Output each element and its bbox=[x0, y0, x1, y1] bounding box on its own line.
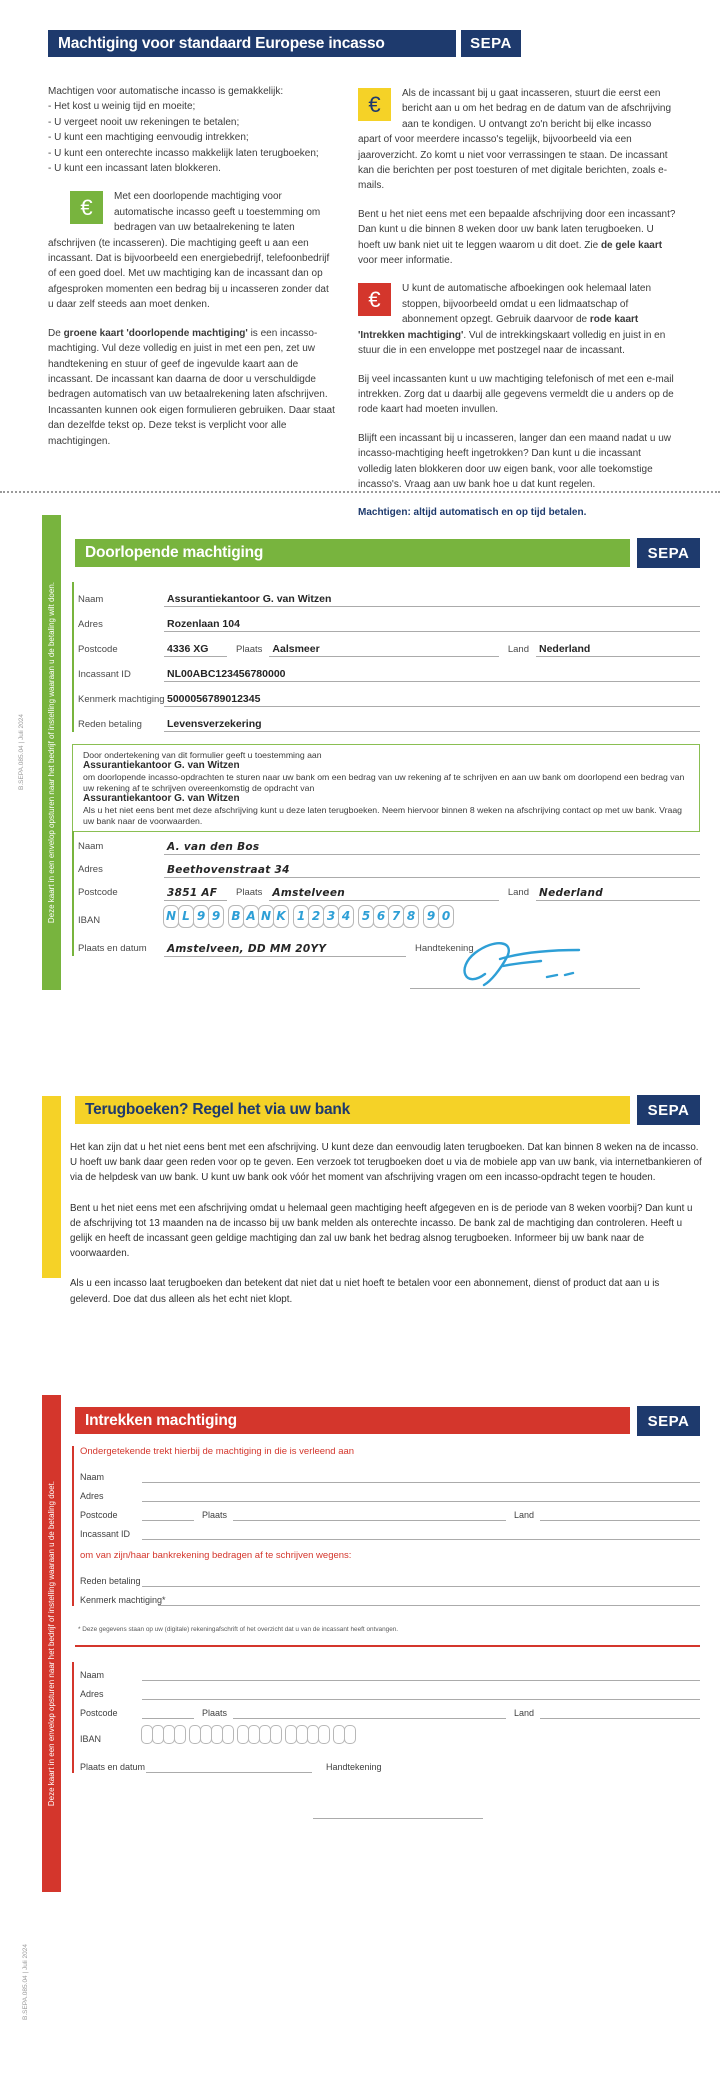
adres-field[interactable]: Rozenlaan 104 bbox=[164, 618, 700, 632]
intro-para-green-card: De bbox=[48, 327, 64, 339]
field-row-iban: IBAN N L 9 9 B A N K 1 2 3 4 5 6 7 8 9 0 bbox=[78, 900, 700, 932]
red-sidebar-strip bbox=[42, 1395, 61, 1892]
field-row-incassant-id: Incassant ID bbox=[80, 1521, 700, 1540]
yellow-paragraph: Het kan zijn dat u het niet eens bent met een afschrijving. U kunt deze dan eenvoudig laten terugboeken. Dat kan binnen 8 weken na de incasso. U hoeft uw bank daar geen reden voor op te geven. Een verzoek tot terugboeken doet u via de mobiele app van uw bank, via internetbankieren of via de helpdesk van uw bank. U kunt uw bank ook vóór het moment van afschrijving vragen om een incasso-opdracht tegen te houden. bbox=[70, 1142, 702, 1184]
field-row-postcode: Postcode Plaats Land bbox=[80, 1502, 700, 1521]
euro-icon: € bbox=[358, 283, 391, 316]
signature-line[interactable] bbox=[410, 988, 640, 989]
page-title: Machtiging voor standaard Europese incasso bbox=[58, 34, 385, 52]
intro-para-gele-kaart: Bent u het niet eens met een bepaalde afschrijving door een incassant? Dan kunt u die binnen 8 weken door uw bank laten terugboeken. U hoeft uw bank niet uit te leggen waarom u dit doet. Zie bbox=[358, 208, 676, 251]
field-row-iban: IBAN bbox=[80, 1719, 700, 1749]
creditor-name: Assurantiekantoor G. van Witzen bbox=[83, 760, 240, 772]
field-row-naam: Naam bbox=[80, 1464, 700, 1483]
field-row-incassant-id: Incassant ID NL00ABC123456780000 bbox=[78, 657, 700, 682]
naam-field[interactable]: A. van den Bos bbox=[164, 841, 700, 855]
sepa-logo: SEPA bbox=[637, 1406, 700, 1436]
green-creditor-block bbox=[72, 582, 700, 732]
postcode-field[interactable] bbox=[142, 1718, 194, 1719]
plaats-datum-field[interactable]: Amstelveen, DD MM 20YY bbox=[164, 943, 406, 957]
intro-closing: Machtigen: altijd automatisch en op tijd betalen. bbox=[358, 507, 587, 519]
field-row-postcode: Postcode 4336 XG Plaats Aalsmeer Land Nederland bbox=[78, 632, 700, 657]
red-debtor-block bbox=[72, 1662, 700, 1773]
plaats-field[interactable] bbox=[233, 1718, 506, 1719]
handtekening-label: Handtekening bbox=[415, 943, 474, 954]
red-sidebar-note: Deze kaart in een envelop opsturen naar het bedrijf of instelling waaraan u de betaling doet. bbox=[47, 1480, 56, 1807]
dotted-separator bbox=[0, 491, 720, 493]
iban-field[interactable] bbox=[142, 1725, 356, 1744]
land-field[interactable]: Nederland bbox=[536, 643, 700, 657]
land-field[interactable] bbox=[540, 1520, 700, 1521]
red-footnote: * Deze gegevens staan op uw (digitale) rekeningafschrift of het overzicht dat u van de incassant heeft ontvangen. bbox=[78, 1626, 399, 1633]
naam-field[interactable]: Assurantiekantoor G. van Witzen bbox=[164, 593, 700, 607]
kenmerk-field[interactable] bbox=[158, 1605, 700, 1606]
red-card-title: Intrekken machtiging bbox=[85, 1411, 237, 1429]
sepa-logo: SEPA bbox=[637, 538, 700, 568]
bullet-item: - U kunt een incassant laten blokkeren. bbox=[48, 163, 221, 175]
green-sidebar-strip bbox=[42, 515, 61, 990]
field-row-postcode: Postcode 3851 AF Plaats Amstelveen Land Nederland bbox=[78, 877, 700, 900]
field-row-kenmerk: Kenmerk machtiging 5000056789012345 bbox=[78, 682, 700, 707]
red-card-header-bar bbox=[75, 1407, 630, 1434]
land-field[interactable] bbox=[540, 1718, 700, 1719]
creditor-name: Assurantiekantoor G. van Witzen bbox=[83, 793, 240, 805]
red-creditor-block bbox=[72, 1446, 700, 1606]
postcode-field[interactable]: 3851 AF bbox=[164, 887, 227, 901]
field-row-naam: Naam A. van den Bos bbox=[78, 831, 700, 854]
field-row-naam: Naam Assurantiekantoor G. van Witzen bbox=[78, 582, 700, 607]
field-row-adres: Adres bbox=[80, 1681, 700, 1700]
intro-title-bar bbox=[48, 30, 456, 57]
bullet-item: - U kunt een machtiging eenvoudig intrekken; bbox=[48, 132, 249, 144]
bullet-item: - U vergeet nooit uw rekeningen te betalen; bbox=[48, 116, 240, 128]
adres-field[interactable] bbox=[142, 1501, 700, 1502]
field-row-reden: Reden betaling Levensverzekering bbox=[78, 707, 700, 732]
intro-left-column: Machtigen voor automatische incasso is gemakkelijk: - Het kost u weinig tijd en moeite; - U vergeet nooit uw rekeningen te betalen; - U kunt een machtiging eenvoudig intrekken; - U kunt een onterechte incasso makkelijk laten terugboeken; - U kunt een incassant laten blokkeren. € Met een doorlopende machtiging voor automatische incasso geeft u toestemming om bedragen van uw betaalrekening te laten afschrijven (te incasseren). Die machtiging geeft u aan een incassant. Dat is bijvoorbeeld een energiebedrijf, telefoonbedrijf of een goed doel. Met uw machtiging kan de incassant dan op afgesproken momenten een bedrag bij u incasseren zonder dat u daar zelf steeds aan moet denken. De groene kaart 'doorlopende machtiging' is een incasso-machtiging. Vul deze volledig en juist in met een pen, zet uw handtekening en stuur of geef de ingevulde kaart aan de incassant. De incassant kan daarna de door u verschuldigde bedragen automatisch van uw betaalrekening laten afschrijven. Incassanten kunnen ook eigen formulieren gebruiken. Daar staat dan dezelfde tekst op. Deze tekst is verplicht voor alle machtigingen. bbox=[48, 86, 335, 447]
green-sidebar-note: Deze kaart in een envelop opsturen naar het bedrijf of instelling waaraan u de betaling wilt doen. bbox=[47, 581, 56, 924]
intro-para-rode-kaart: U kunt de automatische afboekingen ook helemaal laten stoppen, bijvoorbeeld omdat u een lidmaatschap of abonnement opzegt. Gebruik daarvoor de bbox=[402, 283, 652, 326]
kenmerk-field[interactable]: 5000056789012345 bbox=[164, 693, 700, 707]
euro-icon: € bbox=[358, 88, 391, 121]
plaats-field[interactable] bbox=[233, 1520, 506, 1521]
intro-para-green: Met een doorlopende machtiging voor automatische incasso geeft u toestemming om bedragen van uw betaalrekening te laten afschrijven (te incasseren). Die machtiging geeft u aan een incassant. Dat is bijvoorbeeld een energiebedrijf, telefoonbedrijf of een goed doel. Met uw machtiging kan de incassant dan op afgesproken momenten een bedrag bij u incasseren zonder dat u daar zelf steeds aan moet denken. bbox=[48, 191, 330, 311]
intro-para-blokkeren: Blijft een incassant bij u incasseren, langer dan een maand nadat u uw incasso-machtiging heeft ingetrokken? Dan kunt u die incassant volledig laten blokkeren door uw eigen bank, voor alle toekomstige incasso's. Vraag aan uw bank hoe u dat kunt regelen. bbox=[358, 432, 671, 490]
field-row-adres: Adres Beethovenstraat 34 bbox=[78, 854, 700, 877]
form-code-vertical: B.SEPA.085.04 | Juli 2024 bbox=[17, 714, 25, 791]
plaats-datum-field[interactable] bbox=[146, 1772, 312, 1773]
field-row-postcode: Postcode Plaats Land bbox=[80, 1700, 700, 1719]
green-card-header-bar bbox=[75, 539, 630, 567]
bullet-item: - Het kost u weinig tijd en moeite; bbox=[48, 101, 196, 113]
field-row-kenmerk: Kenmerk machtiging* bbox=[80, 1587, 700, 1606]
intro-para-aankondiging: Als de incassant bij u gaat incasseren, stuurt die eerst een bericht aan u om het bedrag en de datum van de afschrijving aan te kondigen. U ontvangt zo'n bericht bij elke incasso apart of voor meerdere incasso's tegelijk, bijvoorbeeld via een jaaroverzicht. Zo komt u niet voor verrassingen te staan. De incassant kan die berichten per post toesturen of met digitale berichten, zoals e-mails. bbox=[358, 88, 672, 192]
iban-field[interactable]: N L 9 9 B A N K 1 2 3 4 5 6 7 8 9 0 bbox=[164, 905, 454, 928]
field-row-plaats-datum: Plaats en datum Handtekening bbox=[80, 1749, 700, 1773]
yellow-paragraph: Als u een incasso laat terugboeken dan betekent dat niet dat u niet hoeft te betalen voor een abonnement, dienst of product dat aan u is geleverd. Doe dat dus alleen als het echt niet klopt. bbox=[70, 1278, 660, 1305]
naam-field[interactable] bbox=[142, 1680, 700, 1681]
yellow-paragraph: Bent u het niet eens met een afschrijving omdat u helemaal geen machtiging heeft afgegeven en is de periode van 8 weken voorbij? Dan kunt u de afschrijving tot 13 maanden na de incasso bij uw bank melden als onterechte incasso. De bank zal de machtiging dan controleren. Heeft u gelijk en heeft de incassant geen geldige machtiging dan zal uw bank het bedrag alsnog terugboeken. Informeer bij uw bank naar de voorwaarden. bbox=[70, 1202, 693, 1260]
euro-icon: € bbox=[70, 191, 103, 224]
postcode-field[interactable]: 4336 XG bbox=[164, 643, 227, 657]
bullet-item: - U kunt een onterechte incasso makkelijk laten terugboeken; bbox=[48, 147, 319, 159]
naam-field[interactable] bbox=[142, 1482, 700, 1483]
postcode-field[interactable] bbox=[142, 1520, 194, 1521]
plaats-field[interactable]: Aalsmeer bbox=[269, 643, 498, 657]
field-row-adres: Adres Rozenlaan 104 bbox=[78, 607, 700, 632]
intro-lead: Machtigen voor automatische incasso is gemakkelijk: bbox=[48, 86, 284, 97]
red-wegens-text: om van zijn/haar bankrekening bedragen af te schrijven wegens: bbox=[80, 1550, 352, 1561]
field-row-naam: Naam bbox=[80, 1662, 700, 1681]
handtekening-label: Handtekening bbox=[326, 1762, 382, 1772]
yellow-card-header-bar bbox=[75, 1096, 630, 1124]
reden-field[interactable]: Levensverzekering bbox=[164, 718, 700, 732]
form-code-vertical: B.SEPA.085.04 | Juli 2024 bbox=[21, 1943, 29, 2020]
sepa-logo: SEPA bbox=[637, 1095, 700, 1125]
incassant-id-field[interactable]: NL00ABC123456780000 bbox=[164, 668, 700, 682]
yellow-card-body bbox=[70, 1140, 702, 1322]
green-card-title: Doorlopende machtiging bbox=[85, 544, 264, 561]
field-row-reden: Reden betaling bbox=[80, 1568, 700, 1587]
plaats-field[interactable]: Amstelveen bbox=[269, 887, 498, 901]
land-field[interactable]: Nederland bbox=[536, 887, 700, 901]
yellow-card-title: Terugboeken? Regel het via uw bank bbox=[85, 1101, 351, 1118]
sepa-logo: SEPA bbox=[461, 30, 521, 57]
incassant-id-field[interactable] bbox=[142, 1539, 700, 1540]
yellow-sidebar-strip bbox=[42, 1096, 61, 1278]
adres-field[interactable]: Beethovenstraat 34 bbox=[164, 864, 700, 878]
field-row-adres: Adres bbox=[80, 1483, 700, 1502]
red-divider-line bbox=[75, 1645, 700, 1647]
field-row-plaats-datum: Plaats en datum Amstelveen, DD MM 20YY Handtekening bbox=[78, 932, 700, 956]
reden-field[interactable] bbox=[142, 1586, 700, 1587]
authorization-text-box: Door ondertekening van dit formulier geeft u toestemming aan Assurantiekantoor G. van Witzen om doorlopende incasso-opdrachten te sturen naar uw bank om een bedrag van uw rekening af te schrijven en aan uw bank om doorlopend een bedrag van uw rekening af te schrijven overeenkomstig de opdracht van Assurantiekantoor G. van Witzen Als u het niet eens bent met deze afschrijving kunt u deze laten terugboeken. Neem hiervoor binnen 8 weken na afschrijving contact op met uw bank. Vraag uw bank naar de voorwaarden. bbox=[72, 744, 700, 832]
signature-line[interactable] bbox=[313, 1818, 483, 1819]
signature[interactable] bbox=[455, 932, 615, 988]
red-intro-text: Ondergetekende trekt hierbij de machtiging in die is verleend aan bbox=[80, 1446, 355, 1457]
intro-right-column: € Als de incassant bij u gaat incasseren, stuurt die eerst een bericht aan u om het bedrag en de datum van de afschrijving aan te kondigen. U ontvangt zo'n bericht bij elke incasso apart of voor meerdere incasso's tegelijk, bijvoorbeeld via een jaaroverzicht. Zo komt u niet voor verrassingen te staan. De incassant kan die berichten per post toesturen of met digitale berichten, zoals e-mails. Bent u het niet eens met een bepaalde afschrijving door een incassant? Dan kunt u die binnen 8 weken door uw bank laten terugboeken. U hoeft uw bank niet uit te leggen waarom u dit doet. Zie de gele kaart voor meer informatie. € U kunt de automatische afboekingen ook helemaal laten stoppen, bijvoorbeeld omdat u een lidmaatschap of abonnement opzegt. Gebruik daarvoor de rode kaart 'Intrekken machtiging'. Vul de intrekkingskaart volledig en juist in en stuur die in een enveloppe met postzegel naar de incassant. Bij veel incassanten kunt u uw machtiging telefonisch of met een e-mail intrekken. Zorg dat u daarbij alle gegevens vermeldt die u anders op de rode kaart had moeten invullen. Blijft een incassant bij u incasseren, langer dan een maand nadat u uw incasso-machtiging heeft ingetrokken? Dan kunt u die incassant volledig laten blokkeren door uw eigen bank, voor alle toekomstige incasso's. Vraag aan uw bank hoe u dat kunt regelen. Machtigen: altijd automatisch en op tijd betalen. bbox=[358, 84, 676, 534]
intro-para-telefonisch: Bij veel incassanten kunt u uw machtiging telefonisch of met een e-mail intrekken. Zorg dat u daarbij alle gegevens vermeldt die u anders op de rode kaart had moeten invullen. bbox=[358, 373, 674, 416]
adres-field[interactable] bbox=[142, 1699, 700, 1700]
